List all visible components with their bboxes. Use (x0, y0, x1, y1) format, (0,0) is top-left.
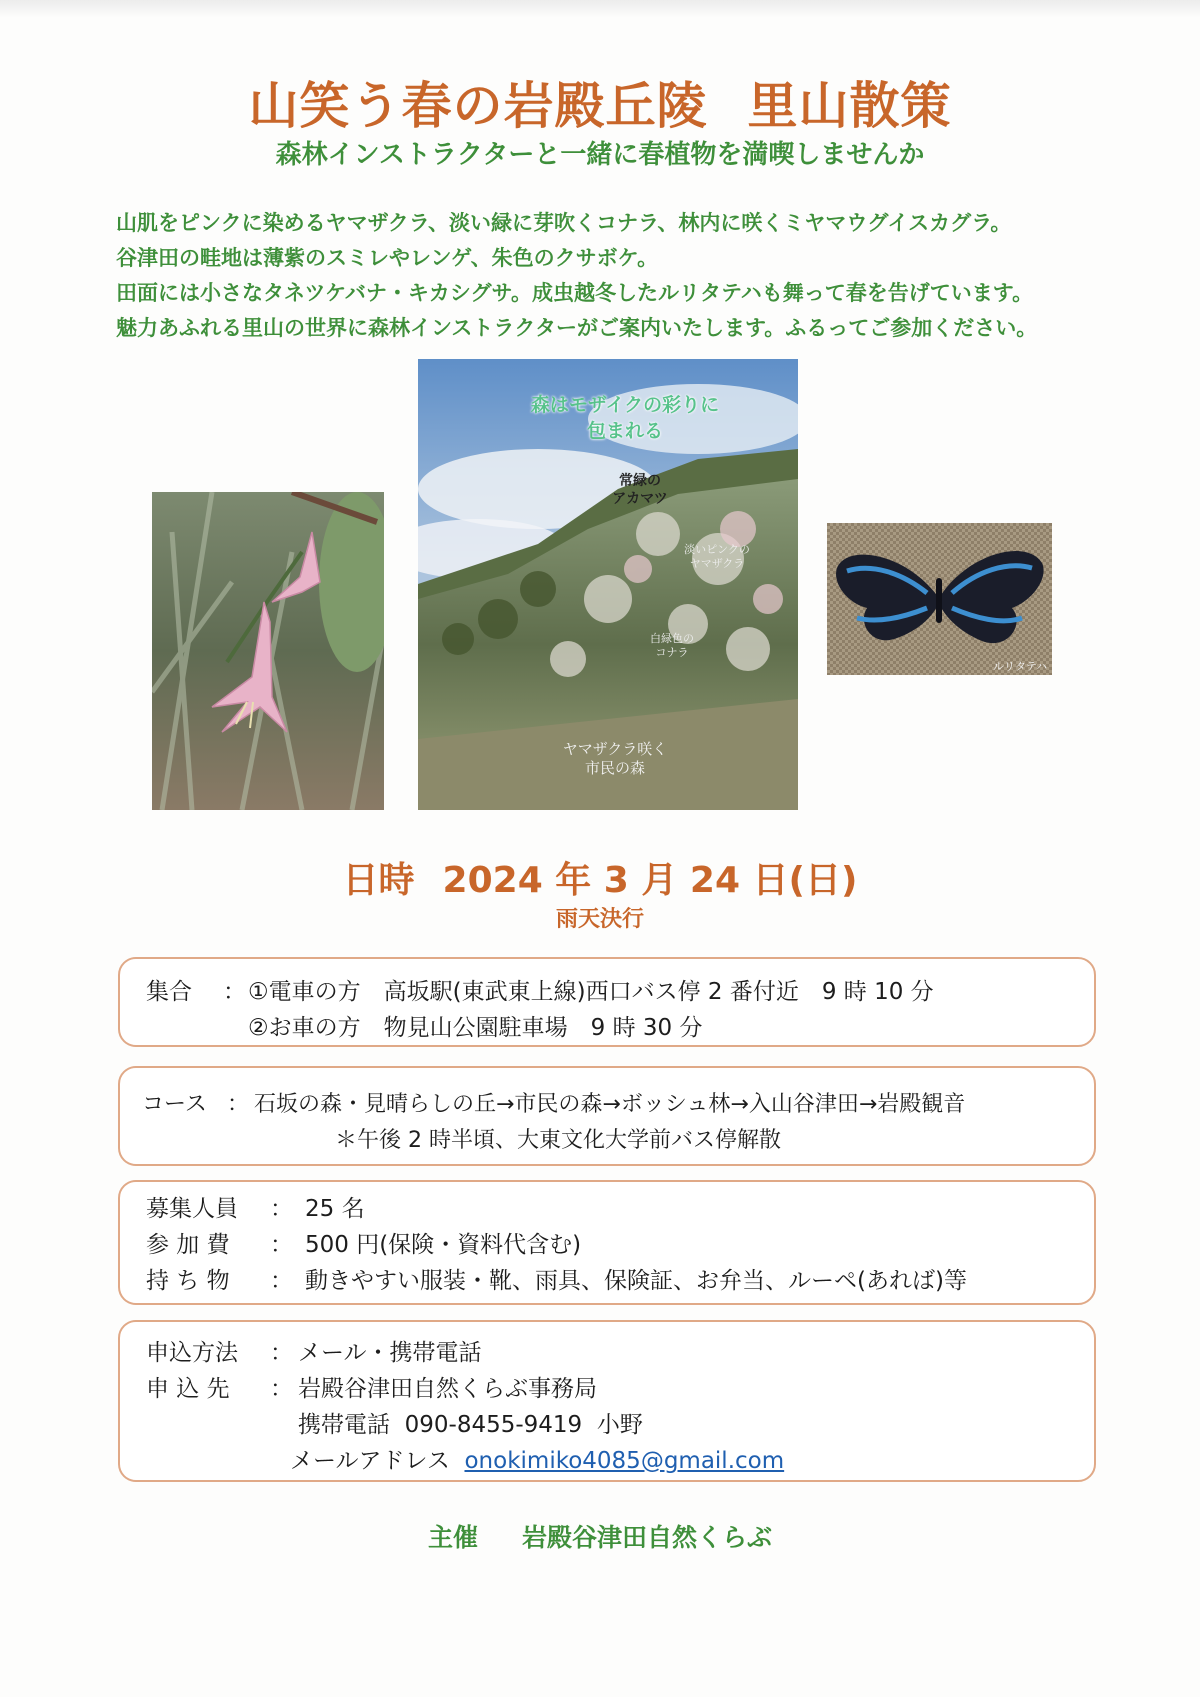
items-sep: ： (270, 1268, 293, 1294)
phone-line (298, 1406, 643, 1439)
course-label: コース (142, 1092, 207, 1117)
label-konara-line-2: コナラ (655, 646, 689, 659)
capacity-value: 25 名 (305, 1196, 365, 1222)
intro-line: 田面には小さなタネツケバナ・キカシグサ。成虫越冬したルリタテハも舞って春を告げています。 (116, 281, 1034, 305)
items-label: 持 ち 物 (146, 1268, 230, 1294)
meeting-label: 集合 (146, 979, 192, 1005)
butterfly-label: ルリタテハ (992, 660, 1048, 673)
intro-line: 山肌をピンクに染めるヤマザクラ、淡い緑に芽吹くコナラ、林内に咲くミヤマウグイスカグラ。 (116, 211, 1012, 235)
label-akamatsu-line-1: 常緑の (619, 473, 661, 489)
page-title (0, 66, 1200, 138)
intro-line: 魅力あふれる里山の世界に森林インストラクターがご案内いたします。ふるってご参加ください。 (116, 316, 1038, 340)
page-subtitle: 森林インストラクターと一緒に春植物を満喫しませんか (275, 140, 925, 170)
intro-text (116, 206, 1116, 346)
label-konara-line-1: 白緑色の (650, 632, 694, 645)
course-sep: ： (227, 1092, 250, 1117)
course-note: ＊午後 2 時半頃、大東文化大学前バス停解散 (335, 1128, 781, 1153)
items-value: 動きやすい服装・靴、雨具、保険証、お弁当、ルーペ(あれば)等 (305, 1268, 967, 1294)
forest-headline-line-2: 包まれる (586, 420, 663, 442)
method-sep: ： (270, 1340, 293, 1366)
info-box (118, 1180, 1096, 1305)
pink-flower-photo-icon (152, 492, 384, 810)
label-shimin-line-2: 市民の森 (584, 759, 645, 777)
apply-to-label: 申 込 先 (146, 1376, 230, 1402)
fee-label: 参 加 費 (146, 1232, 230, 1258)
label-yamazakura (662, 543, 772, 571)
fee-sep: ： (270, 1232, 293, 1258)
butterfly-photo-icon (827, 523, 1052, 675)
date-label: 日時 (342, 860, 415, 901)
method-label: 申込方法 (146, 1340, 238, 1366)
capacity-sep: ： (270, 1196, 293, 1222)
date-value: 2024 年 3 月 24 日(日) (442, 860, 858, 901)
scan-edge (0, 0, 1200, 18)
host-line (0, 1518, 1200, 1554)
course-route: 石坂の森・見晴らしの丘→市民の森→ボッシュ林→入山谷津田→岩殿観音 (254, 1092, 966, 1117)
intro-line: 谷津田の畦地は薄紫のスミレやレンゲ、朱色のクサボケ。 (116, 246, 659, 270)
flower-photo (152, 492, 384, 810)
method-value: メール・携帯電話 (298, 1340, 482, 1366)
butterfly-photo (827, 523, 1052, 675)
apply-to-value: 岩殿谷津田自然くらぶ事務局 (298, 1376, 597, 1402)
mail-label: メールアドレス (290, 1448, 450, 1474)
weather-note: 雨天決行 (555, 907, 644, 932)
meeting-box (118, 957, 1096, 1047)
course-box (118, 1066, 1096, 1166)
forest-headline (500, 392, 750, 444)
apply-box (118, 1320, 1096, 1482)
phone-number: 090-8455-9419 (404, 1412, 583, 1438)
meeting-car: ②お車の方 物見山公園駐車場 9 時 30 分 (248, 1015, 703, 1041)
label-konara (632, 632, 712, 660)
forest-headline-line-1: 森はモザイクの彩りに (530, 394, 720, 416)
label-shimin-no-mori (545, 740, 685, 778)
fee-value: 500 円(保険・資料代含む) (305, 1232, 582, 1258)
meeting-sep: ： (223, 979, 246, 1005)
apply-to-sep: ： (270, 1376, 293, 1402)
event-date (0, 852, 1200, 903)
mail-line (290, 1442, 784, 1475)
label-shimin-line-1: ヤマザクラ咲く (562, 740, 668, 758)
title-part-2: 里山散策 (747, 77, 952, 135)
capacity-label: 募集人員 (146, 1196, 238, 1222)
phone-label: 携帯電話 (298, 1412, 390, 1438)
contact-name: 小野 (596, 1412, 643, 1438)
label-yamazakura-line-2: ヤマザクラ (689, 557, 745, 570)
meeting-train: ①電車の方 高坂駅(東武東上線)西口バス停 2 番付近 9 時 10 分 (248, 979, 934, 1005)
host-label: 主催 (427, 1523, 478, 1552)
host-name: 岩殿谷津田自然くらぶ (522, 1523, 773, 1552)
label-akamatsu-line-2: アカマツ (612, 491, 668, 507)
email-link[interactable]: onokimiko4085@gmail.com (464, 1448, 785, 1474)
label-yamazakura-line-1: 淡いピンクの (684, 543, 750, 556)
title-part-1: 山笑う春の岩殿丘陵 (248, 77, 708, 135)
label-akamatsu (590, 472, 690, 508)
